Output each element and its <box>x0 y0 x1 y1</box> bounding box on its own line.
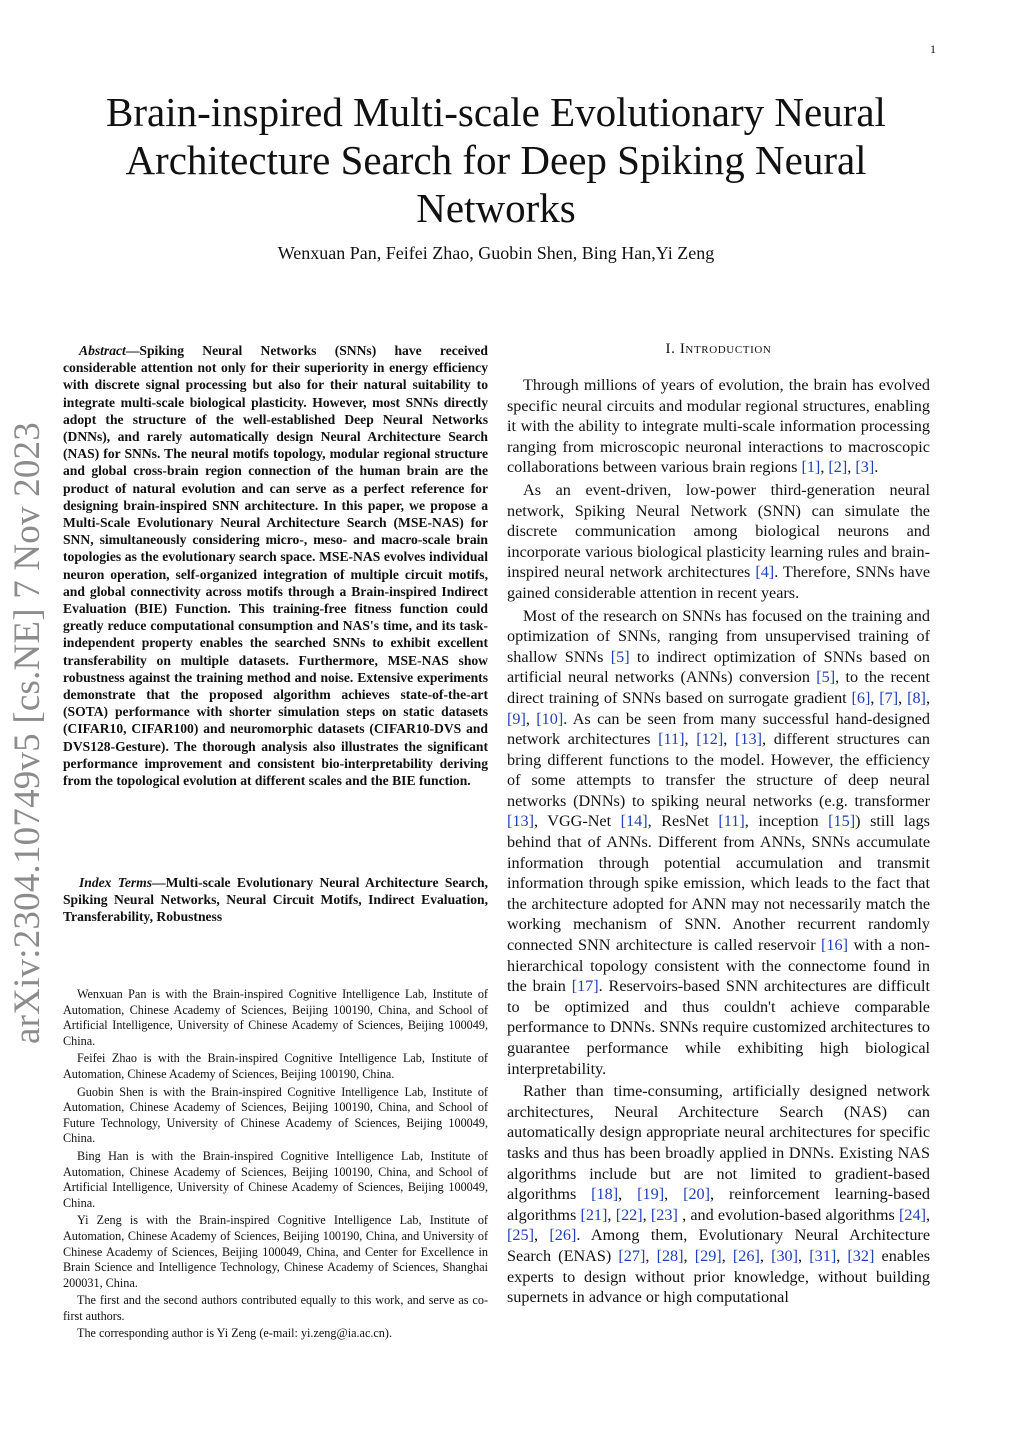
citation-link[interactable]: [10] <box>536 709 564 728</box>
intro-text: , <box>898 688 908 707</box>
intro-text: , reinforcement learning-based algorithms <box>507 1185 931 1224</box>
intro-text: . Reservoirs-based SNN architectures are difficult to be optimized and thus couldn't achieve comparable performance to DNNs. SNNs require customized architectures to guarantee performance while exhibiting high biological interpretability. <box>507 977 930 1078</box>
citation-link[interactable]: [17] <box>571 977 599 996</box>
citation-link[interactable]: [11] <box>718 812 745 831</box>
abstract <box>63 342 488 789</box>
intro-text: with a non-hierarchical topology consistent with the connectome found in the brain <box>507 936 930 996</box>
intro-text: , <box>870 688 880 707</box>
intro-text: , <box>684 730 697 749</box>
intro-paragraph <box>507 375 930 478</box>
citation-link[interactable]: [3] <box>855 458 875 477</box>
intro-text: , <box>607 1205 616 1224</box>
citation-link[interactable]: [9] <box>507 709 526 728</box>
intro-text: , <box>798 1246 810 1265</box>
footnote: Bing Han is with the Brain-inspired Cognitive Intelligence Lab, Institute of Automation, Chinese Academy of Sciences, Beijing 100190, China, and School of Artificial Intelligence, University of Chinese Academy of Sciences, Beijing 100049, China. <box>63 1148 488 1210</box>
intro-text: , <box>847 458 856 477</box>
index-terms <box>63 874 488 926</box>
citation-link[interactable]: [18] <box>591 1185 619 1204</box>
arxiv-stamp: arXiv:2304.10749v5 [cs.NE] 7 Nov 2023 <box>7 422 48 1044</box>
citation-link[interactable]: [7] <box>879 688 899 707</box>
intro-paragraph <box>507 1081 930 1308</box>
citation-link[interactable]: [12] <box>696 730 724 749</box>
citation-link[interactable]: [16] <box>821 936 849 955</box>
citation-link[interactable]: [4] <box>755 563 775 582</box>
citation-link[interactable]: [5] <box>816 668 836 687</box>
citation-link[interactable]: [31] <box>809 1246 837 1265</box>
citation-link[interactable]: [25] <box>507 1226 534 1245</box>
citation-link[interactable]: [2] <box>828 458 848 477</box>
footnote: Feifei Zhao is with the Brain-inspired Cognitive Intelligence Lab, Institute of Automation, Chinese Academy of Sciences, Beijing 100190, China. <box>63 1051 488 1081</box>
intro-paragraph <box>507 606 930 1080</box>
intro-text: . Among them, Evolutionary Neural Architecture Search (ENAS) <box>507 1226 931 1265</box>
intro-text: , ResNet <box>647 812 719 831</box>
intro-text: , <box>721 1246 733 1265</box>
citation-link[interactable]: [30] <box>771 1246 799 1265</box>
intro-text: , VGG-Net <box>533 812 621 831</box>
intro-text: Most of the research on SNNs has focused on the training and optimization of SNNs, ranging from unsupervised training of shallow SNNs <box>507 606 930 666</box>
section-heading-introduction: I. Introduction <box>665 341 772 357</box>
footnote: The first and the second authors contributed equally to this work, and serve as co-first authors. <box>63 1293 488 1323</box>
citation-link[interactable]: [11] <box>658 730 685 749</box>
author-list: Wenxuan Pan, Feifei Zhao, Guobin Shen, Bing Han,Yi Zeng <box>277 243 715 263</box>
citation-link[interactable]: [6] <box>851 688 871 707</box>
index-terms-text: —Multi-scale Evolutionary Neural Architecture Search, Spiking Neural Networks, Neural Circuit Motifs, Indirect Evaluation, Transferability, Robustness <box>63 875 488 925</box>
intro-text: , and evolution-based algorithms <box>677 1205 899 1224</box>
citation-link[interactable]: [5] <box>610 647 630 666</box>
citation-link[interactable]: [21] <box>580 1205 608 1224</box>
abstract-label: Abstract <box>79 343 126 358</box>
citation-link[interactable]: [24] <box>899 1205 926 1224</box>
footnote: Guobin Shen is with the Brain-inspired Cognitive Intelligence Lab, Institute of Automation, Chinese Academy of Sciences, Beijing 100190, China, and School of Future Technology, University of Chinese Academy of Sciences, Beijing 100049, China. <box>63 1084 488 1146</box>
intro-text: . Therefore, SNNs have gained considerable attention in recent years. <box>507 563 931 602</box>
citation-link[interactable]: [23] <box>650 1205 678 1224</box>
citation-link[interactable]: [13] <box>735 730 762 749</box>
citation-link[interactable]: [20] <box>683 1185 711 1204</box>
section-heading-smallcaps: ntroduction <box>685 341 772 357</box>
intro-text: , <box>683 1246 695 1265</box>
intro-text: , <box>525 709 537 728</box>
index-terms-label: Index Terms <box>79 875 153 890</box>
intro-text: , <box>820 458 829 477</box>
citation-link[interactable]: [19] <box>637 1185 665 1204</box>
intro-text: , <box>618 1185 638 1204</box>
intro-text: Rather than time-consuming, artificially designed network architectures, Neural Architecture Search (NAS) can automatically design appropriate neural architectures for specific tasks and thus has been broadly applied in DNNs. Existing NAS algorithms include but are not limited to gradient-based algorithms <box>507 1082 930 1204</box>
citation-link[interactable]: [26] <box>549 1226 577 1245</box>
intro-text: As an event-driven, low-power third-generation neural network, Spiking Neural Network (SNN) can simulate the discrete communication among biological neurons and incorporate various biological plasticity learning rules and brain-inspired neural network architectures <box>507 480 930 582</box>
footnote: The corresponding author is Yi Zeng (e-mail: yi.zeng@ia.ac.cn). <box>77 1326 393 1341</box>
author-footnotes <box>63 987 488 1344</box>
intro-text: , to the recent direct training of SNNs based on surrogate gradient <box>507 668 930 707</box>
intro-text: . <box>874 458 879 477</box>
citation-link[interactable]: [15] <box>828 812 856 831</box>
intro-text: , <box>645 1246 657 1265</box>
intro-text: , <box>925 1205 931 1224</box>
citation-link[interactable]: [27] <box>618 1246 646 1265</box>
citation-link[interactable]: [32] <box>847 1246 875 1265</box>
intro-text: to indirect optimization of SNNs based on artificial neural networks (ANNs) conversion <box>507 647 930 687</box>
citation-link[interactable]: [8] <box>907 688 926 707</box>
citation-link[interactable]: [22] <box>615 1205 643 1224</box>
intro-text: , <box>664 1185 684 1204</box>
intro-text: , <box>836 1246 848 1265</box>
intro-text: , <box>723 730 736 749</box>
intro-text: , <box>533 1226 550 1245</box>
page-number: 1 <box>930 42 936 56</box>
intro-text: Through millions of years of evolution, the brain has evolved specific neural circuits and modular regional structures, enabling it with the ability to integrate multi-scale information processing ranging from microscopic neuronal interactions to macroscopic collaborations between various brain regions <box>507 376 930 477</box>
intro-text: ) still lags behind that of ANNs. Different from ANNs, SNNs accumulate information through potential accumulation and transmit information through spike emission, which leads to the fact that the architecture adopted for ANN may not necessarily match the working mechanism of SNN. Another recurrent randomly connected SNN architecture is called reservoir <box>507 812 930 955</box>
intro-text: , <box>759 1246 772 1265</box>
footnote: Wenxuan Pan is with the Brain-inspired Cognitive Intelligence Lab, Institute of Automation, Chinese Academy of Sciences, Beijing 100190, China, and School of Artificial Intelligence, University of Chinese Academy of Sciences, Beijing 100049, China. <box>63 987 488 1048</box>
intro-text: , different structures can bring different functions to the model. However, the efficiency of some attempts to transfer the structure of deep neural networks (DNNs) to spiking neural networks (e.g. transformer <box>507 730 931 810</box>
footnote: Yi Zeng is with the Brain-inspired Cognitive Intelligence Lab, Institute of Automation, Chinese Academy of Sciences, Beijing 100190, China, and University of Chinese Academy of Sciences, Beijing 100049, China, and Center for Excellence in Brain Science and Intelligence Technology, Chinese Academy of Sciences, Shanghai 200031, China. <box>63 1213 488 1290</box>
intro-text: , <box>642 1205 651 1224</box>
paper-title: Brain-inspired Multi-scale Evolutionary Neural Architecture Search for Deep Spiking Neural Networks <box>106 89 886 231</box>
intro-text: , inception <box>744 812 829 831</box>
introduction-body <box>507 375 930 1310</box>
citation-link[interactable]: [14] <box>620 812 648 831</box>
abstract-text: —Spiking Neural Networks (SNNs) have received considerable attention not only for their superiority in energy efficiency with discrete signal processing but also for their natural suitability to integrate multi-scale biological plasticity. However, most SNNs directly adopt the structure of the well-established Deep Neural Networks (DNNs), and rarely automatically design Neural Architecture Search (NAS) for SNNs. The neural motifs topology, modular regional structure and global cross-brain region connection of the human brain are the product of natural evolution and can serve as a perfect reference for designing brain-inspired SNN architecture. In this paper, we propose a Multi-Scale Evolutionary Neural Architecture Search (MSE-NAS) for SNN, simultaneously considering micro-, meso- and macro-scale brain topologies as the evolutionary search space. MSE-NAS evolves individual neuron operation, self-organized integration of multiple circuit motifs, and global connectivity across motifs through a Brain-inspired Indirect Evaluation (BIE) Function. This training-free fitness function could greatly reduce computational consumption and NAS's time, and its task-independent property enables the searched SNNs to exhibit excellent transferability on multiple datasets. Furthermore, MSE-NAS show robustness against the training method and noise. Extensive experiments demonstrate that the proposed algorithm achieves state-of-the-art (SOTA) performance with shorter simulation steps on static datasets (CIFAR10, CIFAR100) and neuromorphic datasets (CIFAR10-DVS and DVS128-Gesture). The thorough analysis also illustrates the significant performance improvement and consistent bio-interpretability deriving from the topological evolution at different scales and the BIE function. <box>63 343 488 789</box>
intro-paragraph <box>507 480 930 604</box>
intro-text: , <box>925 688 930 707</box>
citation-link[interactable]: [28] <box>656 1246 684 1265</box>
citation-link[interactable]: [26] <box>732 1246 760 1265</box>
intro-text: . As can be seen from many successful hand-designed network architectures <box>507 709 930 749</box>
intro-text: enables experts to design without prior knowledge, without building supernets in advance or high computational <box>507 1246 931 1307</box>
citation-link[interactable]: [1] <box>801 458 821 477</box>
citation-link[interactable]: [29] <box>694 1246 722 1265</box>
citation-link[interactable]: [13] <box>507 812 534 831</box>
